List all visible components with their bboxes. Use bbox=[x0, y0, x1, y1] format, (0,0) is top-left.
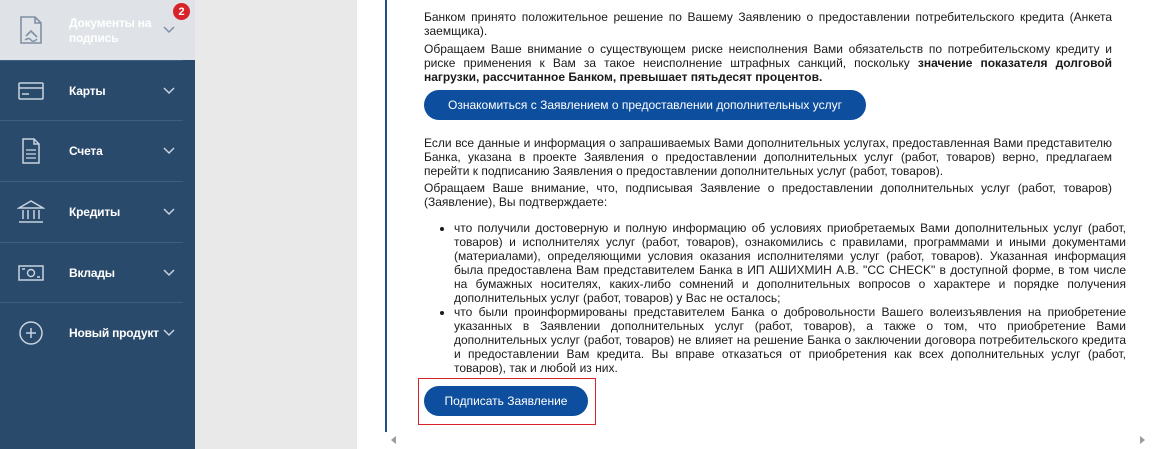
confirmation-intro-paragraph: Обращаем Ваше внимание, что, подписывая Заявление о предоставлении дополнительных услуг (работ, товаров) (Заявление), Вы подтверждаете: bbox=[424, 181, 1112, 209]
notification-badge: 2 bbox=[173, 3, 190, 20]
sidebar-item-label: Вклады bbox=[69, 266, 115, 280]
view-services-application-button[interactable]: Ознакомиться с Заявлением о предоставлении дополнительных услуг bbox=[424, 90, 866, 120]
sidebar bbox=[0, 0, 195, 449]
services-info-paragraph: Если все данные и информация о запрашиваемых Вами дополнительных услугах, предоставленная Вами представителю Банка, указана в проекте Заявления о предоставлении дополнительных услуг (работ, товаров) верно, предлагаем перейти к подписанию Заявления о предоставлении дополнительных услуг (работ, товаров). bbox=[424, 136, 1112, 178]
sign-application-button[interactable]: Подписать Заявление bbox=[424, 386, 588, 416]
decision-paragraph: Банком принято положительное решение по Вашему Заявлению о предоставлении потребительского кредита (Анкета заемщика). bbox=[424, 10, 1112, 38]
sidebar-item-credits[interactable] bbox=[0, 182, 195, 242]
banknote-icon bbox=[16, 258, 46, 288]
risk-warning-paragraph: Обращаем Ваше внимание о существующем риске неисполнения Вами обязательств по потребительскому кредиту и риске применения к Вам за такое неисполнение штрафных санкций, поскольку значение показателя долговой нагрузки, рассчитанное Банком, превышает пятьдесят процентов. bbox=[424, 42, 1112, 84]
document-icon bbox=[16, 136, 46, 166]
plus-circle-icon bbox=[16, 318, 46, 348]
scroll-right-arrow-icon[interactable] bbox=[1138, 435, 1146, 445]
sidebar-item-deposits[interactable] bbox=[0, 243, 195, 303]
bank-icon bbox=[16, 197, 46, 227]
sidebar-item-new-product[interactable] bbox=[0, 303, 195, 363]
sidebar-item-label: Счета bbox=[69, 144, 103, 158]
chevron-down-icon bbox=[163, 147, 175, 155]
sign-document-icon bbox=[16, 15, 46, 45]
horizontal-scrollbar[interactable] bbox=[385, 432, 1152, 449]
chevron-down-icon bbox=[163, 269, 175, 277]
sidebar-item-accounts[interactable] bbox=[0, 121, 195, 181]
chevron-down-icon bbox=[163, 87, 175, 95]
list-item: • что получили достоверную и полную информацию об условиях приобретаемых Вами дополнительных услуг (работ, товаров) и исполнителях услуг (работ, товаров), ознакомились с правилами, программами и иными документами (материалами), определяющими условия оказания исполнителями услуг (работ, товаров). Указанная информация была предоставлена Вам представителем Банка в ИП АШИХМИН А.В. "СС CHECK" в доступной форме, в том числе на бумажных носителях, каких-либо сомнений и дополнительных вопросов о характере и порядке получения дополнительных услуг (работ, товаров) у Вас не осталось; bbox=[454, 221, 1126, 305]
chevron-down-icon bbox=[163, 208, 175, 216]
debt-load-warning: значение показателя долговой нагрузки, рассчитанное Банком, превышает пятьдесят процентов. bbox=[424, 56, 1112, 84]
chevron-down-icon bbox=[163, 329, 175, 337]
chevron-down-icon bbox=[163, 26, 175, 34]
vertical-scrollbar[interactable] bbox=[1152, 0, 1172, 449]
sidebar-item-label: Новый продукт bbox=[69, 326, 159, 340]
sidebar-item-label: Кредиты bbox=[69, 205, 121, 219]
sidebar-item-cards[interactable] bbox=[0, 61, 195, 121]
card-icon bbox=[16, 76, 46, 106]
confirmation-list bbox=[440, 221, 1126, 375]
scroll-left-arrow-icon[interactable] bbox=[390, 435, 398, 445]
sidebar-item-documents[interactable] bbox=[0, 0, 195, 60]
sidebar-item-label: Карты bbox=[69, 84, 106, 98]
sidebar-item-label: Документы на подпись bbox=[69, 16, 152, 45]
list-item: • что были проинформированы представителем Банка о добровольности Вашего волеизъявления на приобретение указанных в Заявлении дополнительных услуг (работ, товаров), а также о том, что приобретение Вами дополнительных услуг (работ, товаров) не влияет на решение Банка о заключении договора потребительского кредита и предоставлении Вам кредита. Вы вправе отказаться от приобретения как всех дополнительных услуг (работ, товаров), так и любой из них. bbox=[454, 305, 1126, 375]
